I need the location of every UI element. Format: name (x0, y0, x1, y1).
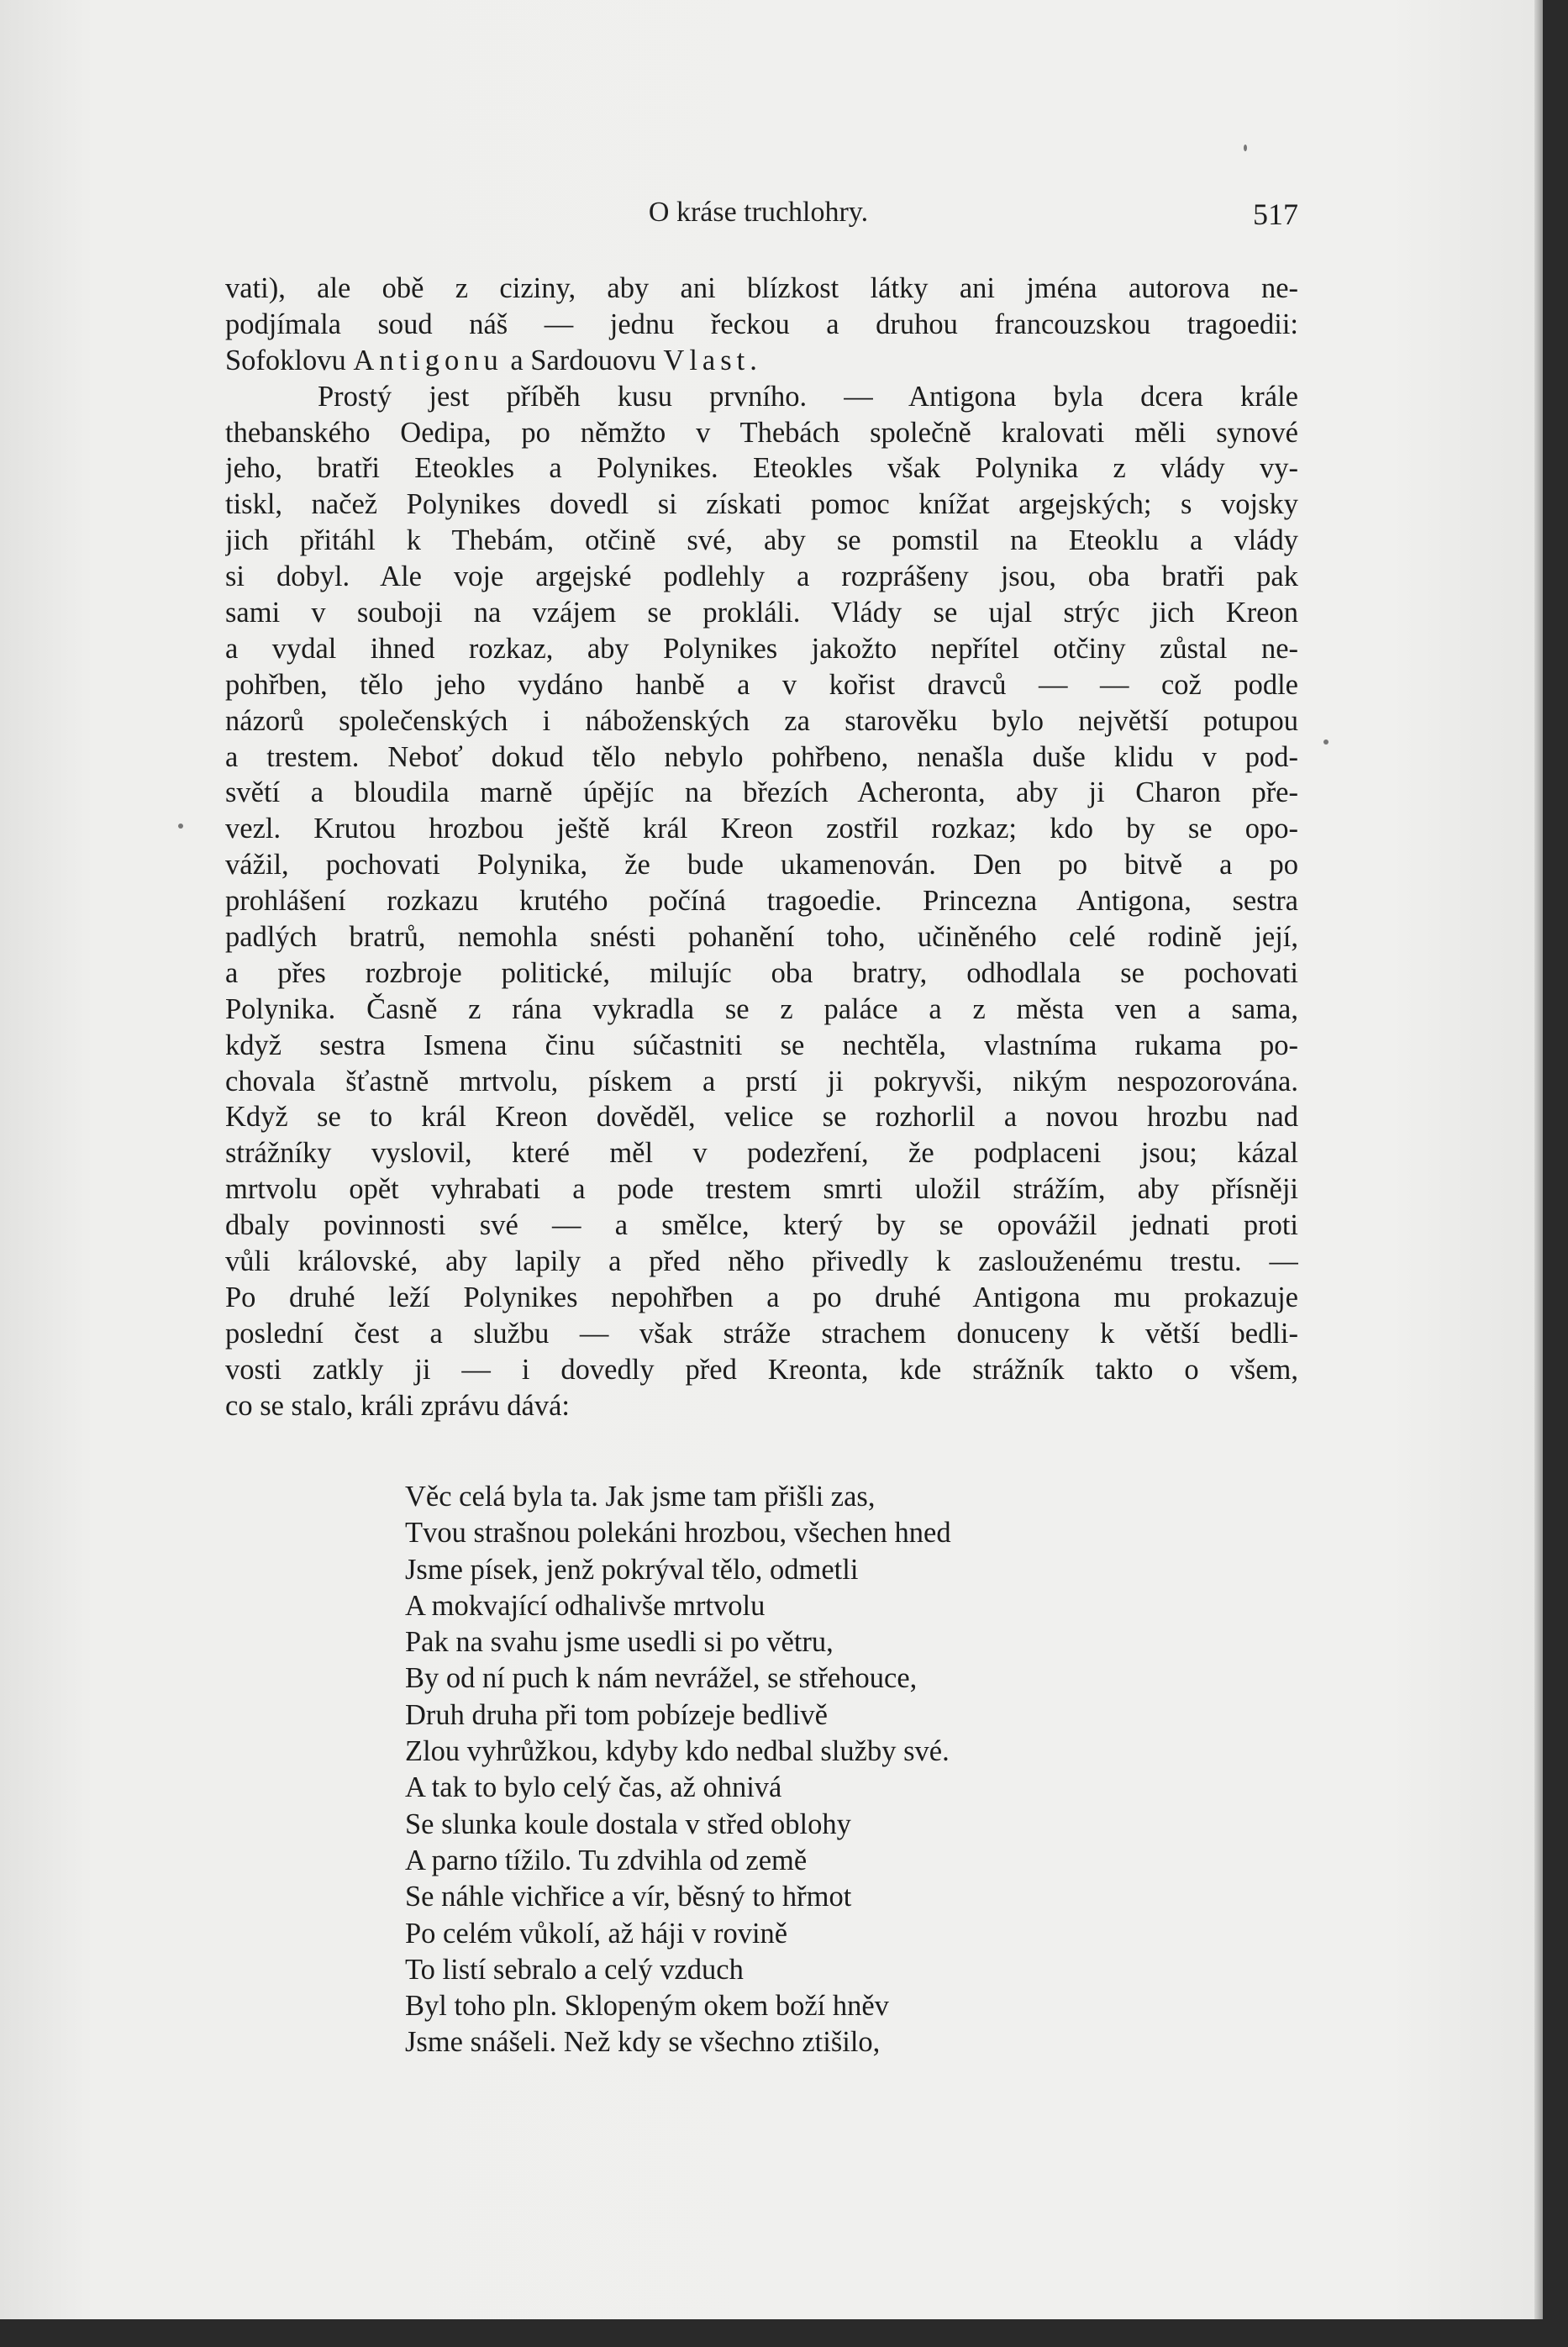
text-line (225, 559, 1298, 595)
prose-paragraph (225, 271, 1298, 1424)
verse-line: Tvou strašnou polekáni hrozbou, všechen hned (405, 1517, 951, 1550)
verse-line: A parno tížilo. Tu zdvihla od země (405, 1844, 808, 1876)
text-line (225, 667, 1298, 703)
line-text: poslední čest a službu — však stráže strachem donuceny k větší bedli- (225, 1317, 1298, 1350)
text-line (225, 1280, 1298, 1316)
text-line (225, 811, 1298, 847)
text-line (225, 487, 1298, 523)
text-line (225, 450, 1298, 487)
line-text: vůli královské, aby lapily a před něho přivedly k zaslouženému trestu. — (225, 1245, 1298, 1278)
line-text: Když se to král Kreon dověděl, velice se rozhorlil a novou hrozbu nad (225, 1101, 1298, 1134)
scan-speck (1244, 145, 1247, 151)
verse-line: Byl toho pln. Sklopeným okem boží hněv (405, 1990, 889, 2023)
running-title: O kráse truchlohry. (648, 197, 869, 228)
text-line (225, 955, 1298, 992)
line-text: co se stalo, králi zprávu dává: (225, 1389, 571, 1422)
text-line (225, 379, 1298, 415)
line-text: vosti zatkly ji — i dovedly před Kreonta, kde strážník takto o všem, (225, 1353, 1298, 1386)
verse-quotation (405, 1479, 1245, 2061)
text-line (225, 595, 1298, 631)
line-text: padlých bratrů, nemohla snésti pohanění toho, učiněného celé rodině její, (225, 921, 1298, 954)
text-line (225, 415, 1298, 451)
line-text: . (750, 344, 757, 376)
line-text: Sofoklovu (225, 344, 354, 376)
text-line (225, 1135, 1298, 1171)
scan-speck (178, 824, 183, 829)
line-text: sami v souboji na vzájem se prokláli. Vlády se ujal strýc jich Kreon (225, 597, 1298, 629)
text-line (225, 847, 1298, 883)
text-line (225, 1244, 1298, 1280)
line-text: podjímala soud náš — jednu řeckou a druhou francouzskou tragoedii: (225, 308, 1298, 340)
verse-line: A mokvající odhalivše mrtvolu (405, 1589, 766, 1622)
line-text: a vydal ihned rozkaz, aby Polynikes jakožto nepřítel otčiny zůstal ne- (225, 632, 1298, 665)
line-text: strážníky vyslovil, které měl v podezření, že podplaceni jsou; kázal (225, 1137, 1298, 1170)
verse-line: A tak to bylo celý čas, až ohnivá (405, 1771, 782, 1804)
line-text: když sestra Ismena činu súčastniti se nechtěla, vlastníma rukama po- (225, 1029, 1298, 1061)
text-line (225, 1316, 1298, 1352)
text-line (225, 1208, 1298, 1244)
line-text: vezl. Krutou hrozbou ještě král Kreon zostřil rozkaz; kdo by se opo- (225, 813, 1298, 845)
line-text: světí a bloudila marně úpějíc na březích Acheronta, aby ji Charon pře- (225, 776, 1298, 809)
line-text: Prostý jest příběh kusu prvního. — Antigona byla dcera krále (318, 380, 1298, 413)
verse-line: By od ní puch k nám nevrážel, se střehouce, (405, 1662, 918, 1695)
text-line (225, 1171, 1298, 1208)
line-text: thebanského Oedipa, po němžto v Thebách společně kralovati měli synové (225, 416, 1298, 449)
text-line (225, 1064, 1298, 1100)
line-text: mrtvolu opět vyhrabati a pode trestem smrti uložil strážím, aby přísněji (225, 1173, 1298, 1206)
verse-line: Zlou vyhrůžkou, kdyby kdo nedbal služby své. (405, 1735, 950, 1768)
line-text: chovala šťastně mrtvolu, pískem a prstí ji pokryvši, nikým nespozorována. (225, 1065, 1298, 1097)
verse-line: Druh druha při tom pobízeje bedlivě (405, 1698, 828, 1731)
text-line (225, 343, 1298, 379)
line-text: prohlášení rozkazu krutého počíná tragoedie. Princezna Antigona, sestra (225, 885, 1298, 918)
text-line (225, 703, 1298, 739)
scan-speck (1323, 739, 1329, 745)
verse-line: Po celém vůkolí, až háji v rovině (405, 1917, 788, 1950)
text-line (225, 307, 1298, 343)
line-text: Po druhé leží Polynikes nepohřben a po druhé Antigona mu prokazuje (225, 1281, 1298, 1313)
page-number: 517 (1253, 197, 1298, 231)
line-text: pohřben, tělo jeho vydáno hanbě a v kořist dravců — — což podle (225, 668, 1298, 701)
text-line (225, 1388, 1298, 1424)
line-text: dbaly povinnosti své — a smělce, který by se opovážil jednati proti (225, 1209, 1298, 1242)
line-text: jeho, bratři Eteokles a Polynikes. Eteokles však Polynika z vlády vy- (225, 452, 1298, 485)
verse-line: Se slunka koule dostala v střed oblohy (405, 1808, 851, 1840)
verse-line: Se náhle vichřice a vír, běsný to hřmot (405, 1881, 852, 1913)
spaced-title: Vlast (663, 344, 750, 376)
line-text: vážil, pochovati Polynika, že bude ukamenován. Den po bitvě a po (225, 849, 1298, 881)
line-text: a Sardouovu (502, 344, 664, 376)
verse-line: Věc celá byla ta. Jak jsme tam přišli zas, (405, 1481, 876, 1513)
text-line (225, 271, 1298, 307)
text-line (225, 883, 1298, 919)
line-text: názorů společenských i náboženských za starověku bylo největší potupou (225, 704, 1298, 737)
verse-line: Pak na svahu jsme usedli si po větru, (405, 1626, 834, 1659)
text-line (225, 523, 1298, 559)
line-text: jich přitáhl k Thebám, otčině své, aby se pomstil na Eteoklu a vlády (225, 524, 1298, 557)
spaced-title: Antigonu (353, 344, 503, 376)
verse-line: Jsme snášeli. Než kdy se všechno ztišilo, (405, 2026, 881, 2059)
verse-line: Jsme písek, jenž pokrýval tělo, odmetli (405, 1553, 859, 1586)
verse-line: To listí sebralo a celý vzduch (405, 1953, 744, 1986)
running-header (218, 192, 1298, 242)
text-line (225, 919, 1298, 955)
text-line (225, 1028, 1298, 1064)
text-line (225, 1099, 1298, 1135)
text-line (225, 739, 1298, 776)
line-text: Polynika. Časně z rána vykradla se z paláce a z města ven a sama, (225, 992, 1298, 1025)
page-spine-shadow (1534, 0, 1543, 2319)
line-text: tiskl, načež Polynikes dovedl si získati pomoc knížat argejských; s vojsky (225, 488, 1298, 521)
line-text: a přes rozbroje politické, milujíc oba bratry, odhodlala se pochovati (225, 956, 1298, 989)
line-text: vati), ale obě z ciziny, aby ani blízkost látky ani jména autorova ne- (225, 272, 1298, 304)
text-line (225, 631, 1298, 667)
text-line (225, 1352, 1298, 1388)
text-line (225, 775, 1298, 811)
line-text: si dobyl. Ale voje argejské podlehly a rozprášeny jsou, oba bratři pak (225, 560, 1298, 593)
line-text: a trestem. Neboť dokud tělo nebylo pohřbeno, nenašla duše klidu v pod- (225, 740, 1298, 773)
text-line (225, 992, 1298, 1028)
